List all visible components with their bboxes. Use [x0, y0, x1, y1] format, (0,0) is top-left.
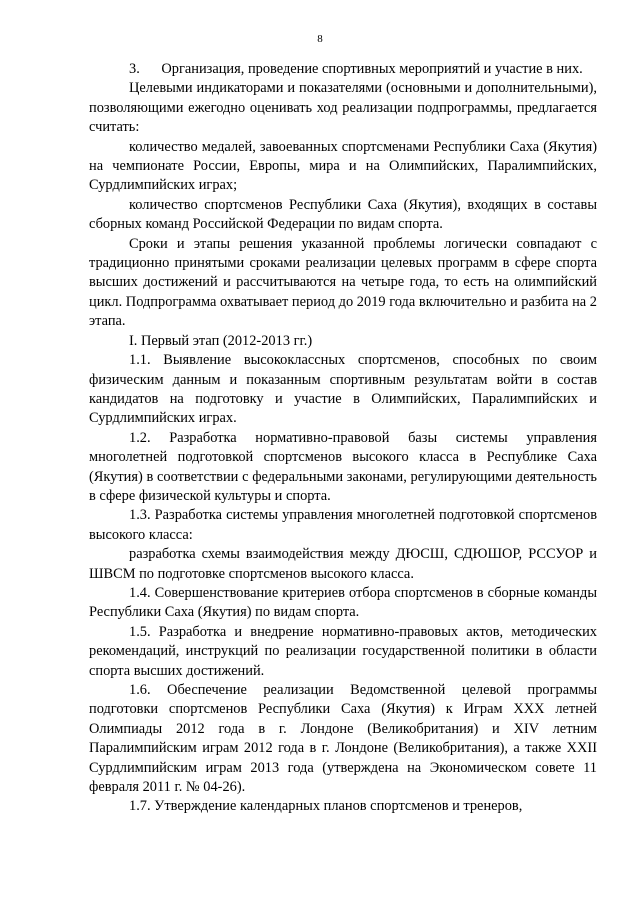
- paragraph-indicators: Целевыми индикаторами и показателями (основными и дополнительными), позволяющими ежегодно оценивать ход реализации подпрограммы, предлагается считать:: [89, 80, 597, 136]
- item-1-3-detail: разработка схемы взаимодействия между ДЮСШ, СДЮШОР, РССУОР и ШВСМ по подготовке спортсменов высокого класса.: [89, 546, 597, 582]
- item-1-2: 1.2. Разработка нормативно-правовой базы системы управления многолетней подготовкой спортсменов высокого класса в Республике Саха (Якутия) в соответствии с федеральными законами, регулирующими деятельность в сфере физической культуры и спорта.: [89, 429, 597, 504]
- paragraph-3-organization: 3. Организация, проведение спортивных мероприятий и участие в них.: [129, 61, 583, 77]
- item-1-3: 1.3. Разработка системы управления многолетней подготовкой спортсменов высокого класса:: [89, 507, 597, 543]
- stage-heading: I. Первый этап (2012-2013 гг.): [129, 332, 313, 349]
- page-number: 8: [317, 33, 323, 45]
- item-1-5: 1.5. Разработка и внедрение нормативно-правовых актов, методических рекомендаций, инструкций по реализации государственной политики в области спорта высших достижений.: [89, 623, 597, 679]
- paragraph-stages: Сроки и этапы решения указанной проблемы логически совпадают с традиционно принятыми сроками реализации целевых программ в сфере спорта высших достижений и рассчитываются на четыре года, то есть на олимпийский цикл. Подпрограмма охватывает период до 2019 года включительно и разбита на 2 этапа.: [89, 235, 597, 330]
- item-1-6: 1.6. Обеспечение реализации Ведомственной целевой программы подготовки спортсменов Республики Саха (Якутия) к Играм XXX летней Олимпиады 2012 года в г. Лондоне (Великобритания) и XIV летним Паралимпийским играм 2012 года в г. Лондоне (Великобритания), а также XXII Сурдлимпийским играм 2013 года (утверждена на Экономическом совете 11 февраля 2011 г. № 04-26).: [89, 682, 597, 796]
- item-1-7: 1.7. Утверждение календарных планов спортсменов и тренеров,: [129, 798, 523, 815]
- document-body: [89, 60, 597, 817]
- indicator-athletes: количество спортсменов Республики Саха (Якутия), входящих в составы сборных команд Российской Федерации по видам спорта.: [89, 196, 597, 233]
- item-1-1: 1.1. Выявление высококлассных спортсменов, способных по своим физическим данным и показанным спортивным результатам войти в состав кандидатов на подготовку и участие в Олимпийских, Паралимпийских и Сурдлимпийских играх.: [89, 352, 597, 427]
- indicator-medals: количество медалей, завоеванных спортсменами Республики Саха (Якутия) на чемпионате России, Европы, мира и на Олимпийских, Паралимпийских, Сурдлимпийских играх;: [89, 138, 597, 194]
- item-1-4: 1.4. Совершенствование критериев отбора спортсменов в сборные команды Республики Саха (Якутия) по видам спорта.: [89, 584, 597, 621]
